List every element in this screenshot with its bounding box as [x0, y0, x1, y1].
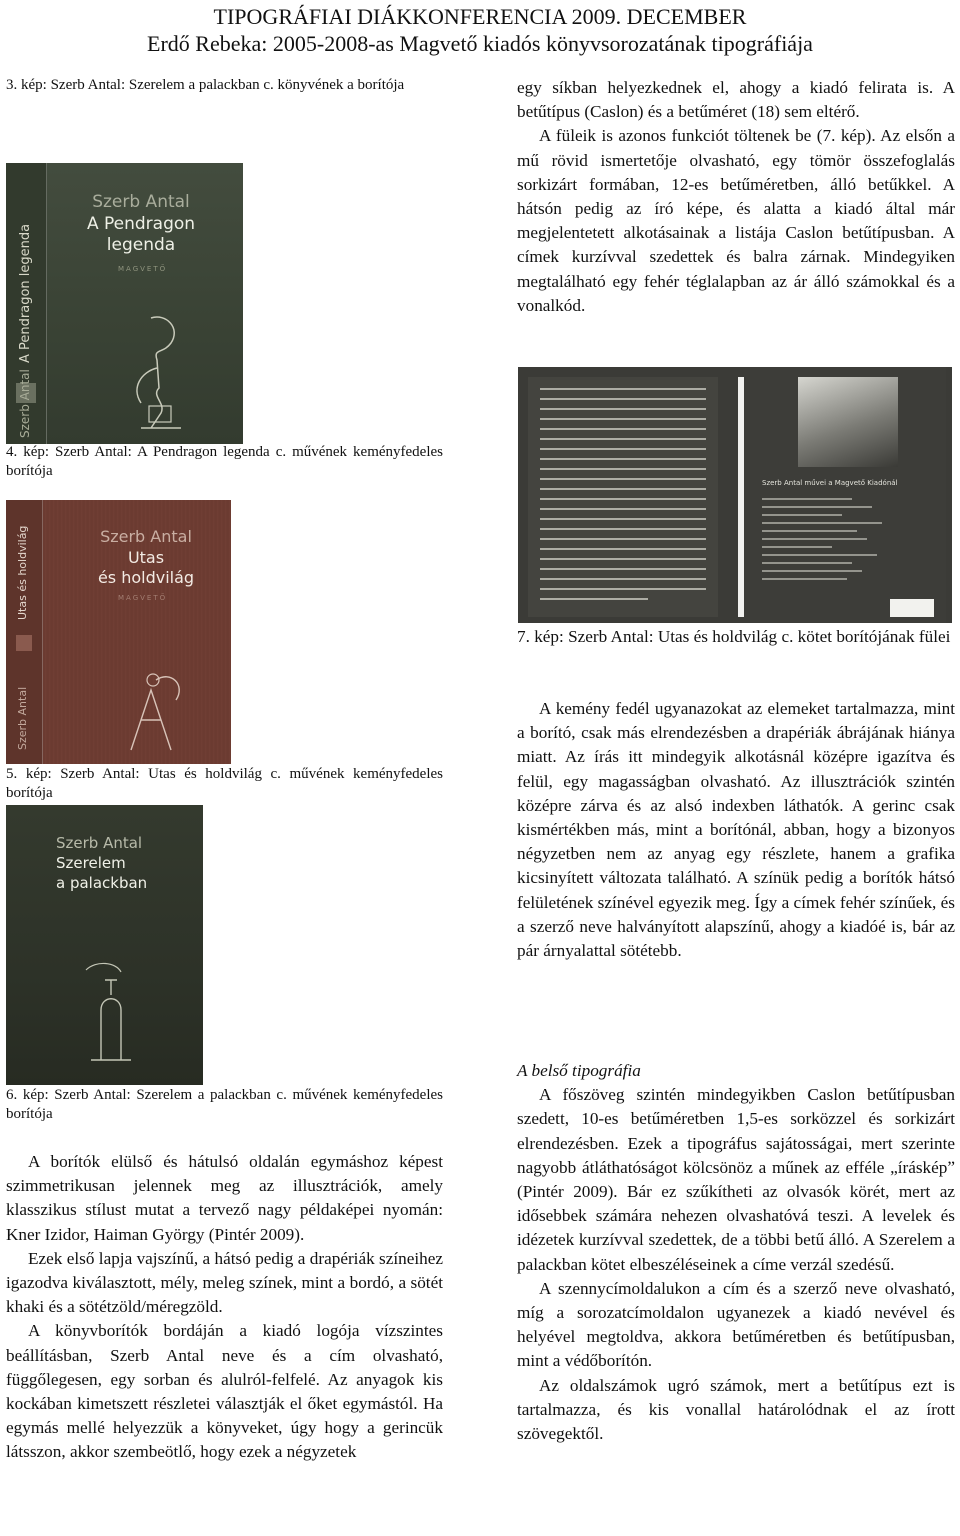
right-body-bottom: [517, 1059, 955, 1446]
paragraph: egy síkban helyezkednek el, ahogy a kiadó felirata is. A betűtípus (Caslon) és a betűméret (18) sem eltérő.: [517, 78, 955, 122]
cover-author: Szerb Antal: [92, 192, 190, 212]
spine-author: Szerb Antal: [16, 686, 29, 750]
price-barcode-box: [890, 599, 934, 617]
cover-author: Szerb Antal: [56, 834, 143, 852]
paragraph: A főszöveg szintén mindegyikben Caslon betűtípusban szedett, 10-es betűméretben 1,5-es sorközzel és sorkizárt elrendezésben. Ezek a tipográfus sajátosságai, mert szerinte nagyobb átláthatóságot kölcsönöz a műnek az efféle „írásképˮ (Pintér 2009). Bár ez szűkítheti az olvasók körét, mert az idősebbek számára nehezen olvashatóvá teszi. A levelek és idézetek kurzívval szedettek, de a többi betű álló. A Szerelem a palackban kötet elbeszéléseinek a címe verzál szedésű.: [517, 1085, 955, 1274]
cover-illustration: [111, 308, 201, 438]
cover-author: Szerb Antal: [100, 527, 192, 546]
cover-title-line1: Szerelem: [56, 854, 126, 872]
paragraph: A kemény fedél ugyanazokat az elemeket tartalmazza, mint a borító, csak más elrendezésben a drapériák ábrájának hiánya miatt. Az írás itt mindegyik alkotásnál középre igazítva és felül, egy magasságban olvasható. Az illusztrációk szintén középre zárva és az alsó indexben láthatók. A gerinc csak kismértékben más, mint a borítónál, abban, hogy a bizonyos négyzetben nem az anyag egy részlete, hanem a grafika kicsinyített változata található. A színük pedig a borítók hátsó felületének színével egyezik meg. Így a címek fehér színűek, és a szerző neve halványított alapszínű, ahogy a kiadóé is, bár az pár árnyalattal sötétebb.: [517, 699, 955, 961]
cover-title-line2: és holdvilág: [97, 568, 195, 587]
right-body-middle: [517, 697, 955, 963]
cover-publisher: MAGVETŐ: [118, 265, 168, 273]
cover-image-szerelem: [6, 805, 203, 1085]
back-flap: [750, 367, 946, 623]
spine-author: Szerb Antal: [18, 369, 32, 438]
cover-title-line1: A Pendragon: [86, 214, 196, 234]
cover-image-utas: [6, 500, 231, 764]
paragraph: Az oldalszámok ugró számok, mert a betűtípus ezt is tartalmazza, és kis vonallal határolódnak el az írott szövegektől.: [517, 1375, 955, 1444]
spine-title: Utas és holdvilág: [16, 525, 29, 620]
spine-title: A Pendragon legenda: [18, 223, 33, 363]
right-body-top: [517, 76, 955, 318]
header-article-title: Erdő Rebeka: 2005-2008-as Magvető kiadós könyvsorozatának tipográfiája: [147, 31, 813, 56]
paragraph: A szennycímoldalukon a cím és a szerző neve olvasható, míg a sorozatcímoldalon ugyanezek a kiadó nevével és helyével megtoldva, akkora betűméretben és betűtípusban, mint a védőborítón.: [517, 1278, 955, 1371]
flap-gap: [738, 377, 744, 617]
back-flap-title: Szerb Antal művei a Magvető Kiadónál: [762, 479, 898, 487]
spine-square: [16, 635, 32, 651]
flaps-image-utas: [518, 367, 952, 623]
paragraph: A füleik is azonos funkciót töltenek be (7. kép). Az elsőn a mű rövid ismertetője olvasható, egy tömör összefoglalás sorkizárt formában, 12-es betűméretben, álló betűkkel. A hátsón pedig az író képe, és alatta a kiadó által már megjelentetett alkotásainak a listája Caslon betűtípusban. A címek kurzívval szedettek és balra zárnak. Mindegyiken megtalálható egy fehér téglalapban az ár álló számokkal és a vonalkód.: [517, 126, 955, 315]
paragraph: A borítók elülső és hátulsó oldalán egymáshoz képest szimmetrikusan jelennek meg az illusztrációk, amely klasszikus stílust mutat a tervező nagy példaképei nyomán: Kner Izidor, Haiman György (Pintér 2009).: [6, 1152, 443, 1244]
cover-title-line2: a palackban: [56, 874, 148, 892]
caption-7: 7. kép: Szerb Antal: Utas és holdvilág c. kötet borítójának fülei: [517, 627, 951, 646]
cover-illustration: [61, 950, 161, 1070]
caption-4: 4. kép: Szerb Antal: A Pendragon legenda c. művének keményfedeles borítója: [6, 444, 443, 479]
cover-publisher: MAGVETŐ: [118, 594, 168, 602]
cover-illustration: [111, 650, 201, 760]
section-subheading: A belső tipográfia: [517, 1061, 641, 1080]
caption-6: 6. kép: Szerb Antal: Szerelem a palackban c. művének keményfedeles borítója: [6, 1087, 443, 1122]
caption-3: 3. kép: Szerb Antal: Szerelem a palackban c. könyvének a borítója: [6, 77, 405, 93]
paragraph: Ezek első lapja vajszínű, a hátsó pedig a drapériák színeihez igazodva kiválasztott, mély, meleg színek, mint a bordó, a sötét khaki és a sötétzöld/méregzöld.: [6, 1248, 443, 1317]
cover-title-line1: Utas: [127, 548, 165, 567]
cover-title-line2: legenda: [106, 235, 176, 255]
header-conference-title: TIPOGRÁFIAI DIÁKKONFERENCIA 2009. DECEMBER: [213, 4, 747, 29]
author-photo: [798, 377, 898, 467]
works-list-lines: [762, 495, 932, 595]
caption-5: 5. kép: Szerb Antal: Utas és holdvilág c. művének keményfedeles borítója: [6, 766, 443, 801]
cover-image-pendragon: [6, 163, 243, 444]
front-flap-text-lines: [528, 377, 718, 617]
paragraph: A könyvborítók bordáján a kiadó logója vízszintes beállításban, Szerb Antal neve és a cím olvasható, függőlegesen, egy sorban és alulról-felfelé. Az anyagok kis kockában kimetszett részletei választják el őket egymástól. Ha egymás mellé helyezzük a könyveket, úgy hogy a gerincük látsszon, akkor szembeötlő, hogy ezek a négyzetek: [6, 1321, 443, 1462]
front-flap: [528, 377, 718, 617]
left-body-text: [6, 1150, 443, 1465]
